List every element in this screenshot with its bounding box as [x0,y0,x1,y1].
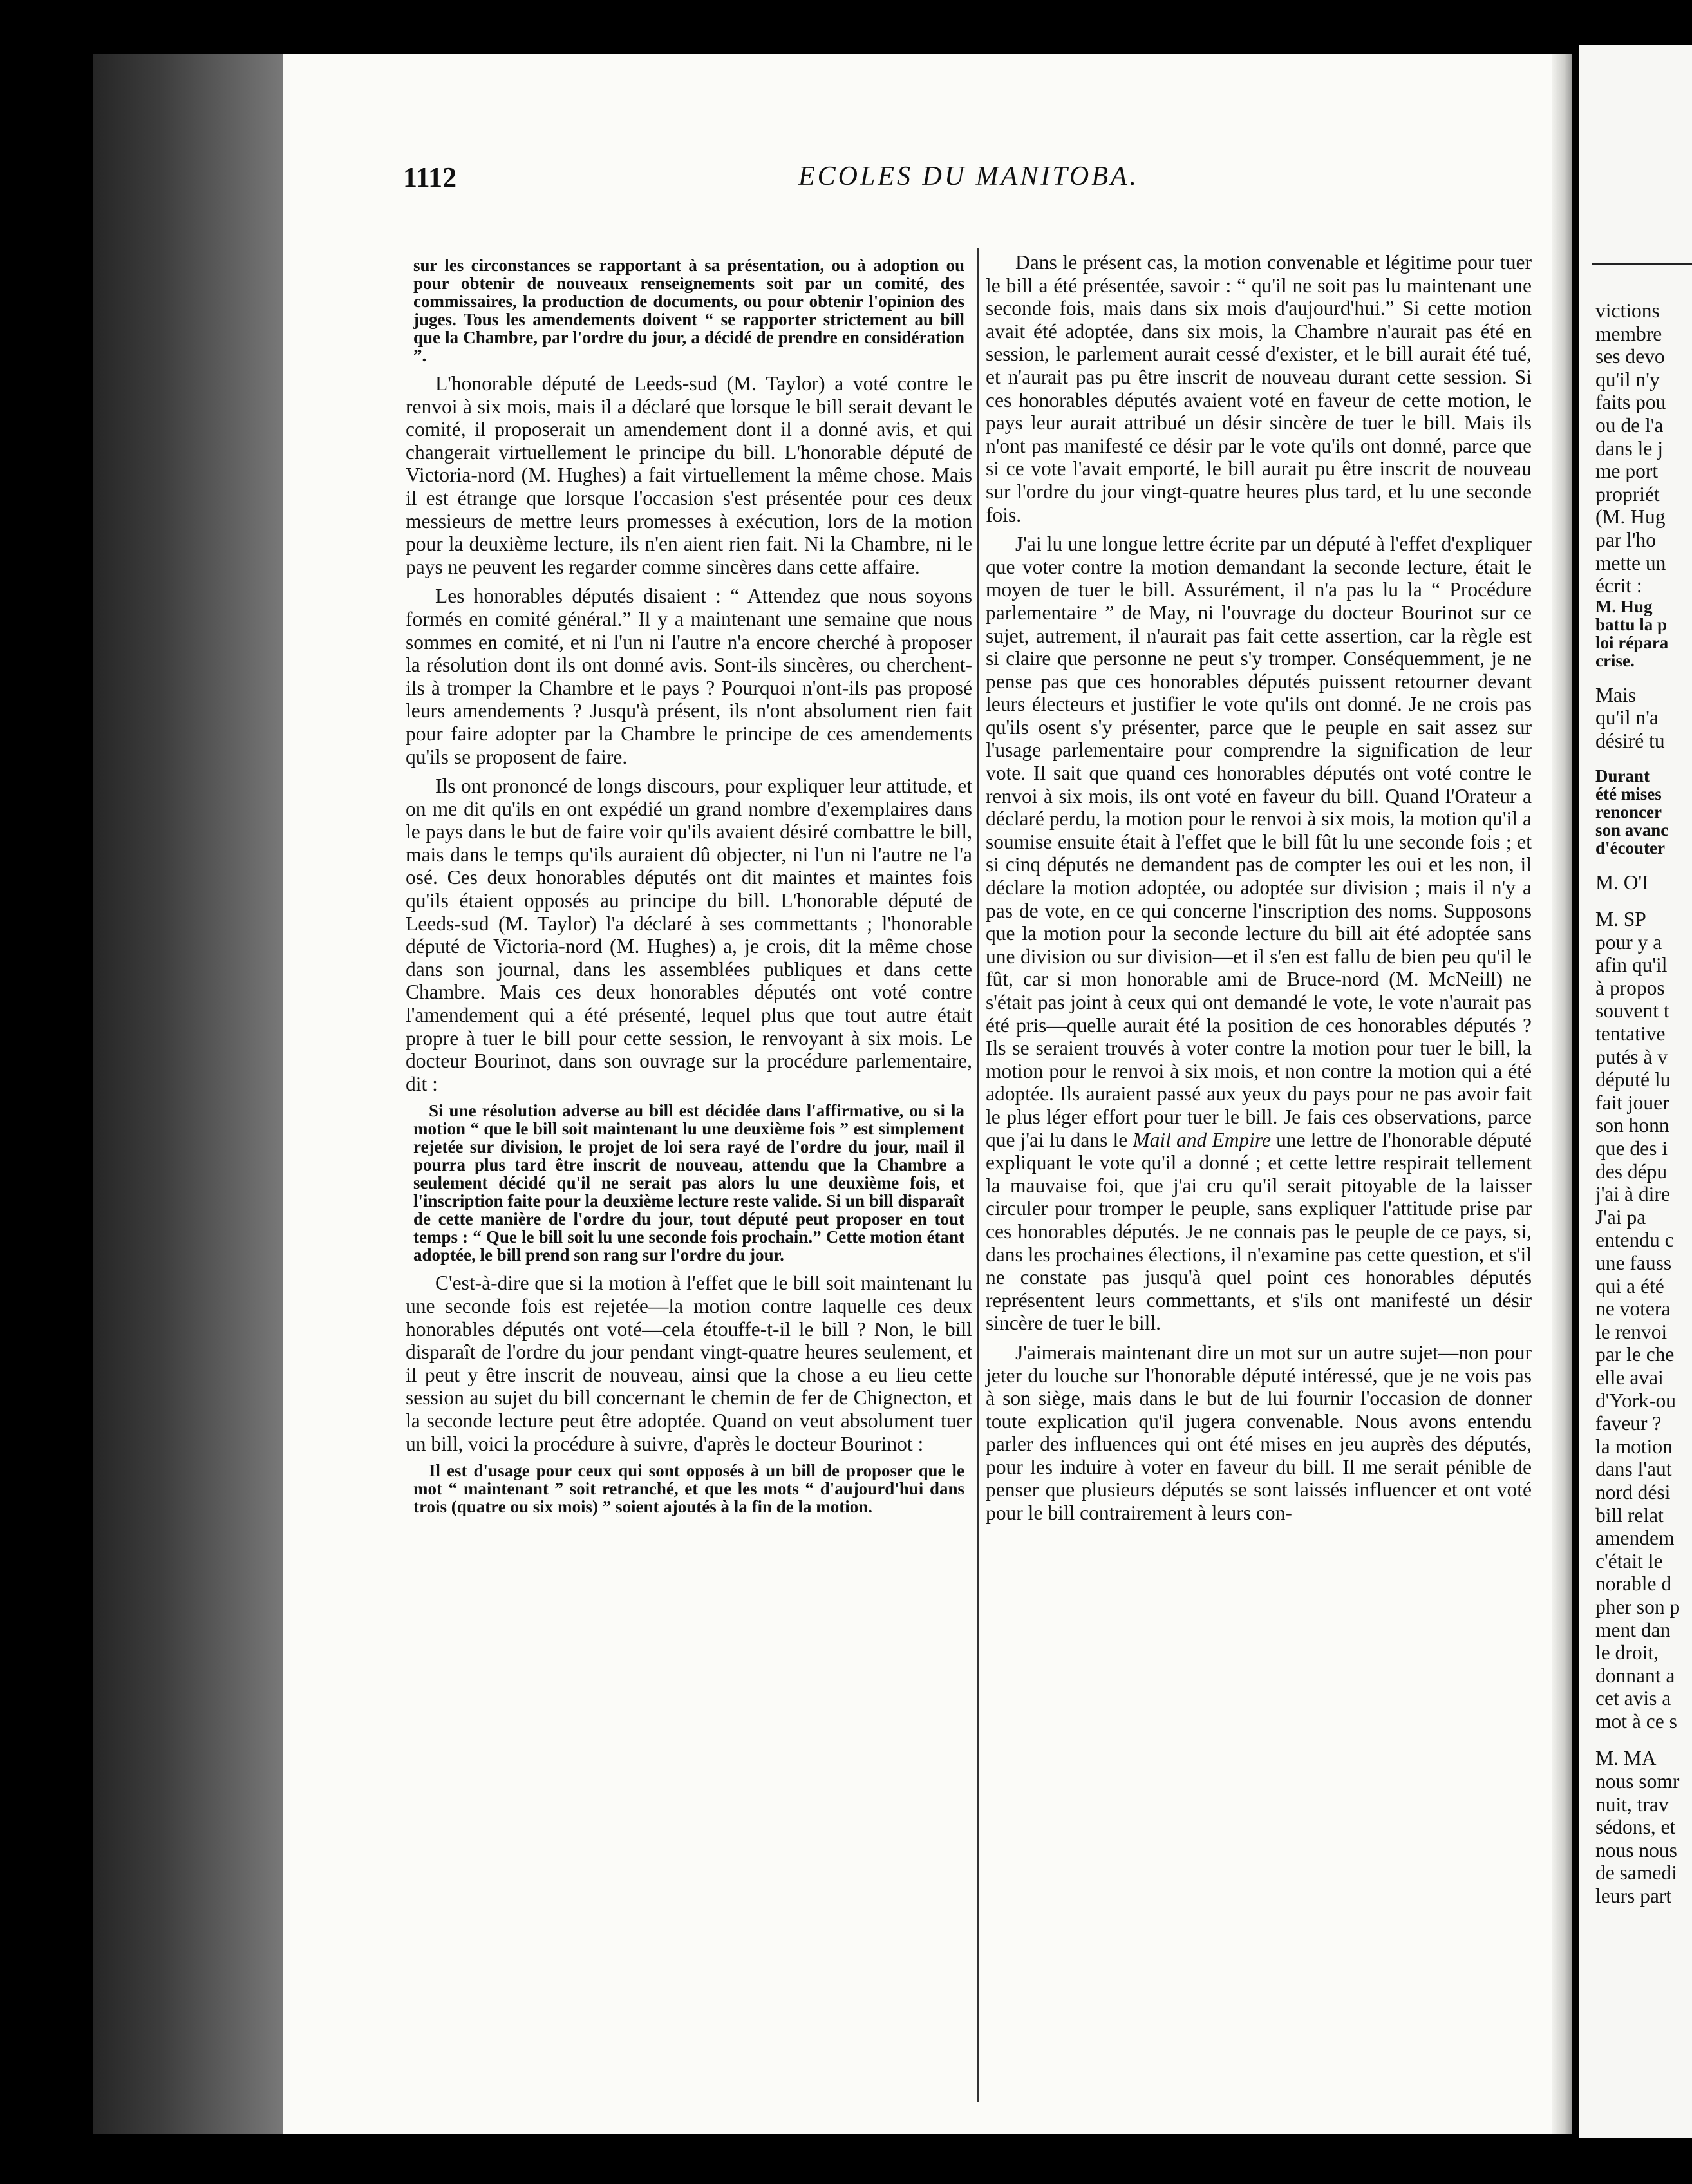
facing-page-text [1579,299,1692,1908]
facing-page-line: le renvoi [1595,1320,1668,1343]
facing-page-line: elle avai [1595,1366,1664,1389]
facing-page-line: norable d [1595,1572,1672,1596]
facing-page-line: pher son p [1595,1595,1680,1618]
facing-page-line: ne votera [1595,1297,1671,1321]
facing-page-line: d'écouter [1595,838,1665,858]
facing-page-line: mette un [1595,551,1666,574]
facing-page-line: écrit : [1595,574,1642,598]
facing-page-line: souvent t [1595,999,1669,1022]
paragraph [986,532,1532,1335]
facing-lines-e [1579,1206,1692,1733]
facing-page-line: désiré tu [1595,729,1665,752]
facing-page-line: des dépu [1595,1160,1668,1183]
facing-page-line: qu'il n'a [1595,706,1659,730]
facing-page-line: que des i [1595,1137,1668,1160]
facing-page-line: qui a été [1595,1274,1664,1297]
facing-page-line: d'York-ou [1595,1389,1677,1412]
facing-page-line: ment dan [1595,1618,1671,1641]
facing-page-rule [1592,263,1692,265]
paragraph: Ils ont prononcé de longs discours, pour expliquer leur attitude, et on me dit qu'ils en ont expédié un grand nombre d'exemplaires dans le pays dans le but de faire voir qu'ils avaient désiré combattre le bill, mais dans le temps qu'ils auraient dû objecter, ni l'un ni l'autre ne l'a osé. Ces deux honorables députés ont dit maintes et maintes fois qu'ils étaient opposés au principe du bill. L'honorable député de Leeds-sud (M. Taylor) l'a déclaré à ses commettants ; l'honorable député de Victoria-nord (M. Hughes) a, je crois, dit la même chose dans son journal, dans les assemblées publiques et dans cette Chambre. Mais ces deux honorables députés ont voté contre l'amendement qui a été présenté, lequel plus que tout autre était propre à tuer le bill pour cette session, le renvoyant à six mois. Le docteur Bourinot, dans son ouvrage sur la procédure parlementaire, dit : [406,775,972,1095]
facing-page-line: tentative [1595,1022,1666,1046]
facing-page-line: (M. Hug [1595,505,1666,529]
facing-page-line: renoncer [1595,802,1662,822]
right-column [986,251,1532,1531]
facing-page-line: Mais [1595,683,1636,706]
facing-page-line: nuit, trav [1595,1793,1669,1816]
facing-page-line: ses devo [1595,345,1665,368]
facing-page-line: fait jouer [1595,1091,1669,1114]
paragraph-text: une lettre de l'honorable député expliquant le vote qu'il a donné ; et cette lettre respirait tellement la mauvaise foi, que j'ai cru qu'il serait pitoyable de la laisser circuler pour tromper le peuple, sans expliquer l'attitude prise par ces honorables députés. Je ne connais pas le peuple de ce pays, si, dans les prochaines élections, il n'examine pas cette question, et s'il ne constate pas jusqu'à quel point ces honorables députés représentent leurs commettants, et s'ils ont manifesté un désir sincère de tuer le bill. [986,1128,1532,1335]
facing-page-line: leurs part [1595,1885,1672,1908]
facing-page-line: battu la p [1595,614,1668,634]
facing-page-line: par l'ho [1595,528,1657,551]
facing-page-line: putés à v [1595,1045,1668,1068]
facing-lines-f [1579,1747,1692,1907]
facing-page-line: dans le j [1595,437,1663,460]
facing-page-line: faits pou [1595,391,1666,414]
paragraph: L'honorable député de Leeds-sud (M. Taylor) a voté contre le renvoi à six mois, mais il a déclaré que lorsque le bill serait devant le comité, il proposerait un amendement dont il a donné avis, et qui changerait virtuellement le principe du bill. L'honorable député de Victoria-nord (M. Hughes) a fait virtuellement la même chose. Mais il est étrange que lorsque l'occasion s'est présentée pour ces deux messieurs de mettre leurs promesses à exécution, lors de la motion pour la deuxième lecture, ils n'en aient rien fait. Ni la Chambre, ni le pays ne peuvent les regarder comme sincères dans cette affaire. [406,372,972,578]
facing-page-line: député lu [1595,1068,1671,1091]
facing-page-line: M. Hug [1595,596,1653,616]
quote-continuation: sur les circonstances se rapportant à sa présentation, ou à adoption ou pour obtenir de nouveaux renseignements soit par un comité, des commissaires, la production de documents, ou pour obtenir l'opinion des juges. Tous les amendements doivent “ se rapporter strictement au bill que la Chambre, par l'ordre du jour, a décidé de prendre en considération ”. [413,256,964,365]
facing-page-line: son honn [1595,1114,1669,1137]
newspaper-title: Mail and Empire [1133,1128,1271,1151]
facing-page-line: loi répara [1595,632,1669,652]
facing-quote-b [1579,767,1692,857]
facing-page-line: c'était le [1595,1549,1663,1572]
facing-page-line: nord dési [1595,1480,1671,1503]
facing-lines-a [1579,299,1692,598]
facing-page-line: M. MA [1595,1747,1657,1770]
paragraph: Les honorables députés disaient : “ Attendez que nous soyons formés en comité général.” Il y a maintenant une semaine que nous sommes en comité, et ni l'un ni l'autre n'a encore cherché à proposer la résolution dont ils ont donné avis. Sont-ils sincères, ou cherchent-ils à tromper la Chambre et le pays ? Pourquoi n'ont-ils pas proposé leurs amendements ? Jusqu'à présent, ils n'ont absolument rien fait pour faire adopter par la Chambre le principe de ces amendements qu'ils se proposent de faire. [406,585,972,768]
facing-page-line: propriét [1595,482,1660,505]
facing-page-line: membre [1595,322,1662,345]
paragraph-text: J'ai lu une longue lettre écrite par un député à l'effet d'expliquer que voter contre la motion demandant la seconde lecture, était le moyen de tuer le bill. Assurément, il n'a pas lu la “ Procédure parlementaire ” de May, ni l'ouvrage du docteur Bourinot sur ce sujet, autrement, il n'aurait pas fait cette assertion, car la règle est si claire que personne ne peut s'y tromper. Conséquemment, je ne pense pas que ces honorables députés puissent retourner devant leurs électeurs et justifier le vote qu'ils ont donné. Je ne crois pas qu'ils osent s'y présenter, parce que le peuple en sait assez sur l'usage parlementaire pour comprendre la signification de leur vote. Il sait que quand ces honorables députés ont voté contre le renvoi à six mois, ils ont voté en faveur du bill. Quand l'Orateur a déclaré perdu, la motion pour le renvoi à six mois, la motion qu'il a soumise ensuite était à l'effet que le bill fût lu une seconde fois ; et si cinq députés ne demandent pas de compter les oui et les non, il déclare la motion adoptée, ou adoptée sur division ; mais il n'y a pas de vote, en ce qui concerne l'inscription des noms. Supposons que la motion pour la seconde lecture du bill ait été adoptée sans une division ou sur division—et il s'en est fallu de bien peu qu'il le fût, car si mon honorable ami de Bruce-nord (M. McNeill) ne s'était pas joint à ceux qui ont demandé le vote, le vote n'aurait pas été pris—quelle aurait été la position de ces honorables députés ? Ils se seraient trouvés à voter contre la motion pour tuer le bill, la motion pour le renvoi à six mois, et non contre la motion qui a été adoptée. Ils auraient passé aux yeux du pays pour ne pas avoir fait le plus léger effort pour tuer le bill. Je fais ces observations, parce que j'ai lu dans le [986,532,1532,1151]
facing-lines-b [1579,684,1692,753]
paragraph: Dans le présent cas, la motion convenable et légitime pour tuer le bill a été présentée, savoir : “ qu'il ne soit pas lu maintenant une seconde fois, mais dans six mois d'aujourd'hui.” Si cette motion avait été adoptée, dans six mois, la Chambre n'aurait pas été en session, le parlement aurait cessé d'exister, et le bill aurait été tué, et n'aurait pas pu être inscrit de nouveau durant cette session. Si ces honorables députés avaient voté en faveur de cette motion, le pays leur aurait attribué un désir sincère de tuer le bill. Mais ils n'ont pas manifesté ce désir par le vote qu'ils ont donné, parce que si ce vote l'avait emporté, le bill aurait pu être inscrit de nouveau sur l'ordre du jour vingt-quatre heures plus tard, et lu une seconde fois. [986,251,1532,526]
running-title: ECOLES DU MANITOBA. [798,162,1140,191]
facing-page-line: j'ai à dire [1595,1183,1670,1206]
facing-page-line: mot à ce s [1595,1709,1677,1733]
facing-page-line: sédons, et [1595,1816,1676,1839]
facing-page-line: victions [1595,299,1660,322]
facing-lines-d [1579,908,1692,1206]
facing-page-line: le droit, [1595,1641,1659,1664]
facing-page-line: qu'il n'y [1595,368,1660,391]
facing-page-line: amendem [1595,1527,1675,1550]
facing-page-line: crise. [1595,650,1635,670]
facing-page [1579,45,1692,2138]
facing-page-line: à propos [1595,976,1665,999]
facing-page-line: me port [1595,460,1659,483]
facing-page-line: nous nous [1595,1838,1677,1861]
facing-page-line: Durant [1595,766,1650,786]
facing-page-line: dans l'aut [1595,1458,1672,1481]
facing-page-line: par le che [1595,1343,1675,1366]
block-quote: Il est d'usage pour ceux qui sont opposés à un bill de proposer que le mot “ maintenant ” soit retranché, et que les mots “ d'aujourd'hui dans trois (quatre ou six mois) ” soient ajoutés à la fin de la motion. [413,1461,964,1517]
paragraph: C'est-à-dire que si la motion à l'effet que le bill soit maintenant lu une seconde fois est rejetée—la motion contre laquelle ces deux honorables députés ont voté—cela étouffe-t-il le bill ? Non, le bill disparaît de l'ordre du jour pendant vingt-quatre heures seulement, et il peut y être inscrit de nouveau, ainsi que la chose a eu lieu cette session au sujet du bill concernant le chemin de fer de Chignecton, et la seconde lecture peut être adoptée. Quand on veut absolument tuer un bill, voici la procédure à suivre, d'après le docteur Bourinot : [406,1272,972,1455]
facing-page-line: J'ai pa [1595,1205,1646,1228]
paragraph: J'aimerais maintenant dire un mot sur un autre sujet—non pour jeter du louche sur l'honorable député intéressé, que je ne vois pas à son siège, mais dans le but de lui fournir l'occasion de donner toute explication qu'il jugera convenable. Nous avons entendu parler des influences qui ont été mises en jeu auprès des députés, pour les induire à voter en faveur du bill. Il me serait pénible de penser que plusieurs députés se sont laissés influencer et ont voté pour le bill contrairement à leurs con- [986,1341,1532,1525]
facing-page-line: entendu c [1595,1228,1674,1252]
facing-quote-a [1579,598,1692,670]
facing-page-line: de samedi [1595,1861,1677,1885]
facing-lines-c [1579,871,1692,894]
facing-page-line: faveur ? [1595,1412,1662,1435]
page-edge-shadow [1552,54,1572,2134]
book-spine [93,54,287,2134]
facing-page-line: pour y a [1595,930,1662,954]
facing-page-line: bill relat [1595,1503,1664,1527]
facing-page-line: M. O'I [1595,871,1649,894]
facing-page-line: donnant a [1595,1664,1675,1687]
left-column [406,251,972,1523]
facing-page-line: été mises [1595,784,1662,804]
block-quote: Si une résolution adverse au bill est décidée dans l'affirmative, ou si la motion “ que le bill soit maintenant lu une deuxième fois ” est simplement rejetée sur division, le projet de loi sera rayé de l'ordre du jour, mail il pourra plus tard être inscrit de nouveau, attendu que la Chambre a seulement décidé qu'il ne serait pas alors lu une deuxième fois, et l'inscription faite pour la deuxième lecture reste valide. Si un bill disparaît de cette manière de l'ordre du jour, tout député peut proposer en tout temps : “ Que le bill soit lu une seconde fois prochain.” Cette motion étant adoptée, le bill prend son rang sur l'ordre du jour. [413,1101,964,1265]
facing-page-line: M. SP [1595,908,1646,931]
facing-page-line: nous somr [1595,1770,1680,1793]
facing-page-line: la motion [1595,1435,1673,1458]
facing-page-line: son avanc [1595,820,1669,840]
facing-page-line: afin qu'il [1595,954,1668,977]
facing-page-line: cet avis a [1595,1687,1671,1710]
facing-page-line: une fauss [1595,1252,1672,1274]
page-number: 1112 [403,162,457,193]
column-divider [977,248,979,2102]
facing-page-line: ou de l'a [1595,413,1664,437]
